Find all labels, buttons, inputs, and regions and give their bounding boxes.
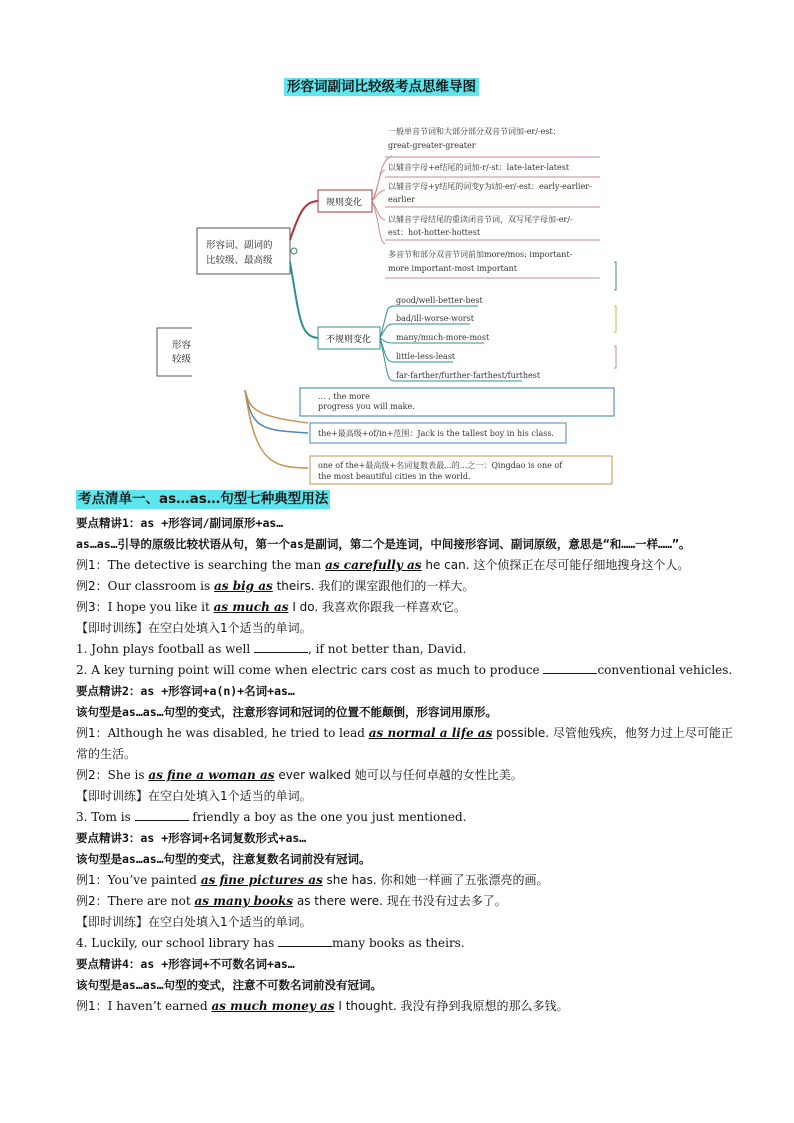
training-instruction: 【即时训练】在空白处填入1个适当的单词。 (76, 621, 312, 635)
point-2-example-1 (76, 723, 736, 765)
question-2 (76, 660, 736, 681)
point-3-example-2 (76, 891, 736, 912)
section-heading: 考点清单一、as…as…句型七种典型用法 (78, 491, 329, 507)
one-of-the-text-2: the most beautiful cities in the world. (318, 472, 471, 481)
question-text: conventional vehicles. (597, 663, 733, 677)
example-text: he can. 这个侦探正在尽可能仔细地搜身这个人。 (421, 558, 690, 572)
example-answer: as many books (194, 894, 294, 908)
example-label: 例1： (76, 726, 108, 740)
point-3-example-1 (76, 870, 736, 891)
point-2-heading: 要点精讲2：as +形容词+a(n)+名词+as… (76, 684, 295, 698)
root-text-1: 形容词、副词的 (206, 240, 273, 251)
regular-change-label: 规则变化 (326, 198, 363, 208)
point-4-description: 该句型是as…as…句型的变式，注意不可数名词前没有冠词。 (76, 978, 383, 992)
example-text: theirs. 我们的课室跟他们的一样大。 (272, 579, 475, 593)
point-3-heading: 要点精讲3：as +形容词+名词复数形式+as… (76, 831, 307, 845)
example-answer: as carefully as (325, 558, 422, 572)
example-text: I haven’t earned (107, 999, 212, 1013)
point-2-example-2 (76, 765, 736, 786)
point-1-example-2 (76, 576, 736, 597)
question-text: 2. A key turning point will come when electric cars cost as much to produce (76, 663, 544, 677)
example-answer: as fine pictures as (200, 873, 323, 887)
example-answer: as big as (213, 579, 273, 593)
training-instruction: 【即时训练】在空白处填入1个适当的单词。 (76, 789, 312, 803)
question-1 (76, 639, 736, 660)
question-text: 4. Luckily, our school library has (76, 936, 279, 950)
question-4 (76, 933, 736, 954)
superlative-range-text: the+最高级+of/in+范围：Jack is the tallest boy in his class. (318, 429, 554, 438)
question-text: many books as theirs. (332, 936, 465, 950)
example-text: The detective is searching the man (107, 558, 326, 572)
irregular-item-5: far-farther/further-farthest/furthest (396, 371, 541, 380)
answer-blank[interactable] (543, 661, 597, 674)
example-text: as there were. 现在书没有过去多了。 (293, 894, 507, 908)
example-answer: as much as (213, 600, 289, 614)
regular-item-1b: great-greater-greater (388, 141, 476, 150)
irregular-item-4: little-less-least (396, 352, 456, 361)
regular-item-5b: more important-most important (388, 264, 517, 273)
regular-item-1a: 一般单音节词和大部分部分双音节词加-er/-est： (388, 127, 561, 136)
irregular-item-1: good/well-better-best (396, 296, 483, 305)
outer-root-text-2: 较级 (172, 354, 192, 365)
document-body (76, 488, 736, 1017)
example-label: 例2： (76, 894, 108, 908)
mind-map (0, 110, 794, 490)
page-title: 形容词副词比较级考点思维导图 (284, 78, 479, 96)
example-label: 例1： (76, 999, 108, 1013)
example-text: She is (107, 768, 149, 782)
training-instruction: 【即时训练】在空白处填入1个适当的单词。 (76, 915, 312, 929)
one-of-the-text-1: one of the+最高级+名词复数表最...的...之一：Qingdao is one of (318, 461, 563, 470)
example-text: she has. 你和她一样画了五张漂亮的画。 (322, 873, 549, 887)
question-text: 3. Tom is (76, 810, 135, 824)
example-text: possible. 尽管他残疾，他努力过上尽可能正常的生活。 (76, 726, 733, 761)
outer-root-node (157, 328, 193, 376)
partial-text-1: ... , the more (318, 392, 370, 401)
example-text: I hope you like it (107, 600, 214, 614)
point-1-heading: 要点精讲1：as +形容词/副词原形+as… (76, 516, 284, 530)
example-answer: as fine a woman as (148, 768, 275, 782)
outer-root-text-1: 形容 (172, 340, 192, 351)
question-text: friendly a boy as the one you just mentioned. (188, 810, 467, 824)
question-3 (76, 807, 736, 828)
point-2-description: 该句型是as…as…句型的变式，注意形容词和冠词的位置不能颠倒，形容词用原形。 (76, 705, 498, 719)
regular-item-5a: 多音节和部分双音节词前加more/mos: important- (388, 250, 573, 259)
example-text: There are not (107, 894, 195, 908)
irregular-item-2: bad/ill-worse-worst (396, 314, 474, 323)
example-text: I do. 我喜欢你跟我一样喜欢它。 (288, 600, 467, 614)
example-label: 例2： (76, 768, 108, 782)
regular-items (388, 126, 592, 273)
regular-item-3a: 以辅音字母+y结尾的词变y为i加-er/-est：early-earlier- (388, 182, 592, 191)
question-text: 1. John plays football as well (76, 642, 255, 656)
root-node (197, 228, 290, 274)
regular-item-2a: 以辅音字母+e结尾的词加-r/-st：late-later-latest (388, 163, 570, 172)
point-1-description: as…as…引导的原级比较状语从句，第一个as是副词，第二个是连词，中间接形容词、副词原级，意思是“和……一样……”。 (76, 537, 691, 551)
answer-blank[interactable] (278, 934, 332, 947)
irregular-change-label: 不规则变化 (326, 335, 372, 345)
example-label: 例2： (76, 579, 108, 593)
answer-blank[interactable] (254, 640, 308, 653)
root-text-2: 比较级、最高级 (206, 255, 273, 266)
point-1-example-1 (76, 555, 736, 576)
irregular-item-3: many/much-more-most (396, 333, 490, 342)
regular-item-3b: earlier (388, 195, 416, 204)
example-label: 例1： (76, 873, 108, 887)
point-1-example-3 (76, 597, 736, 618)
point-4-heading: 要点精讲4：as +形容词+不可数名词+as… (76, 957, 295, 971)
partial-text-2: progress you will make. (318, 402, 415, 411)
example-answer: as normal a life as (368, 726, 493, 740)
example-text: Although he was disabled, he tried to lead (107, 726, 369, 740)
answer-blank[interactable] (135, 808, 189, 821)
example-text: I thought. 我没有挣到我原想的那么多钱。 (334, 999, 569, 1013)
point-3-description: 该句型是as…as…句型的变式，注意复数名词前没有冠词。 (76, 852, 371, 866)
example-label: 例1： (76, 558, 108, 572)
example-answer: as much money as (211, 999, 335, 1013)
regular-item-4a: 以辅音字母结尾的重读闭音节词，双写尾字母加-er/- (388, 215, 573, 224)
example-text: Our classroom is (107, 579, 214, 593)
point-4-example-1 (76, 996, 736, 1017)
regular-item-4b: est：hot-hotter-hottest (388, 228, 481, 237)
question-text: , if not better than, David. (308, 642, 467, 656)
example-text: ever walked 她可以与任何卓越的女性比美。 (274, 768, 523, 782)
example-text: You’ve painted (107, 873, 201, 887)
example-label: 例3： (76, 600, 108, 614)
